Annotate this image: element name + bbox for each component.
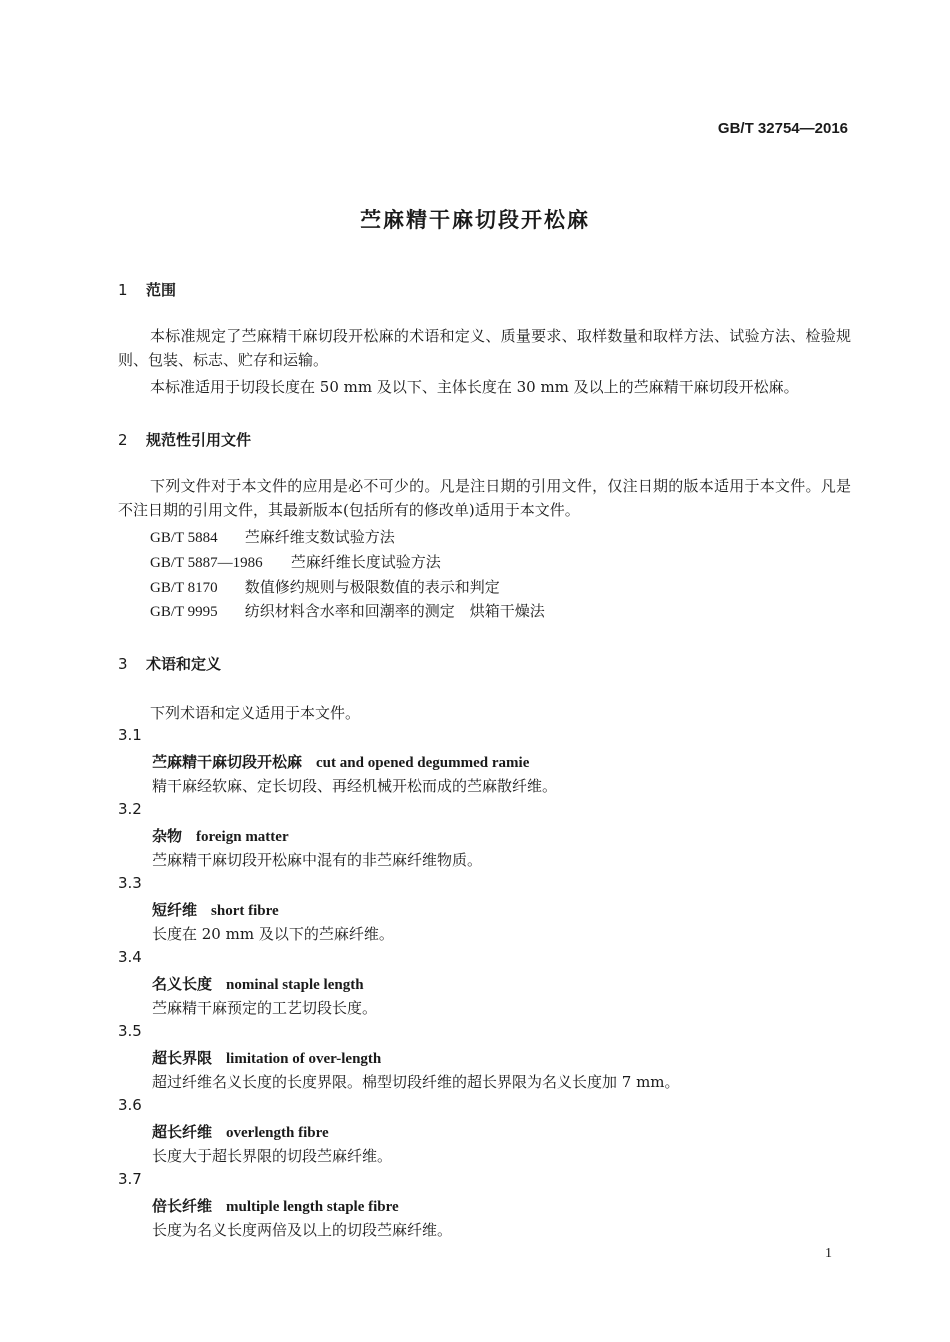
term-definition: 精干麻经软麻、定长切段、再经机械开松而成的苎麻散纤维。 bbox=[152, 777, 558, 795]
ref-item bbox=[150, 551, 441, 572]
scope-paragraph-1: 本标准规定了苎麻精干麻切段开松麻的术语和定义、质量要求、取样数量和取样方法、试验方法、检验规则、包装、标志、贮存和运输。 bbox=[118, 327, 851, 369]
ref-code: GB/T 5887—1986 bbox=[150, 555, 263, 571]
term-en: multiple length staple fibre bbox=[226, 1199, 399, 1215]
term-zh: 苎麻精干麻切段开松麻 bbox=[152, 753, 303, 771]
term-zh: 名义长度 bbox=[152, 975, 213, 993]
terms-intro: 下列术语和定义适用于本文件。 bbox=[150, 704, 361, 722]
section-title: 范围 bbox=[146, 281, 177, 299]
term-zh: 超长纤维 bbox=[152, 1123, 213, 1141]
term-zh: 倍长纤维 bbox=[152, 1197, 213, 1215]
term-definition: 苎麻精干麻预定的工艺切段长度。 bbox=[152, 999, 378, 1017]
section-heading-refs bbox=[118, 429, 251, 450]
ref-title: 纺织材料含水率和回潮率的测定 烘箱干燥法 bbox=[244, 602, 545, 620]
ref-title: 苎麻纤维长度试验方法 bbox=[290, 553, 441, 571]
section-number: 1 bbox=[118, 281, 128, 299]
ref-item bbox=[150, 526, 395, 547]
section-number: 3 bbox=[118, 655, 128, 673]
section-title: 规范性引用文件 bbox=[146, 431, 252, 449]
section-title: 术语和定义 bbox=[146, 655, 222, 673]
term-number: 3.4 bbox=[118, 948, 142, 966]
term-number: 3.7 bbox=[118, 1170, 142, 1188]
term-en: overlength fibre bbox=[226, 1125, 329, 1141]
term-en: foreign matter bbox=[196, 829, 289, 845]
term-zh: 杂物 bbox=[152, 827, 183, 845]
section-heading-scope bbox=[118, 279, 176, 300]
ref-code: GB/T 9995 bbox=[150, 604, 218, 620]
page-number: 1 bbox=[825, 1246, 832, 1261]
term-en: nominal staple length bbox=[226, 977, 364, 993]
section-number: 2 bbox=[118, 431, 128, 449]
ref-title: 数值修约规则与极限数值的表示和判定 bbox=[244, 578, 500, 596]
scope-paragraph-2: 本标准适用于切段长度在 50 mm 及以下、主体长度在 30 mm 及以上的苎麻精干麻切段开松麻。 bbox=[150, 378, 799, 396]
term-definition: 苎麻精干麻切段开松麻中混有的非苎麻纤维物质。 bbox=[152, 851, 483, 869]
term-zh: 超长界限 bbox=[152, 1049, 213, 1067]
term-heading bbox=[152, 1121, 329, 1142]
term-number: 3.2 bbox=[118, 800, 142, 818]
refs-intro: 下列文件对于本文件的应用是必不可少的。凡是注日期的引用文件，仅注日期的版本适用于本文件。凡是不注日期的引用文件，其最新版本(包括所有的修改单)适用于本文件。 bbox=[118, 477, 851, 519]
term-number: 3.3 bbox=[118, 874, 142, 892]
term-en: cut and opened degummed ramie bbox=[316, 755, 530, 771]
term-heading bbox=[152, 973, 364, 994]
term-zh: 短纤维 bbox=[152, 901, 198, 919]
term-definition: 长度大于超长界限的切段苎麻纤维。 bbox=[152, 1147, 393, 1165]
term-heading bbox=[152, 751, 529, 772]
ref-item bbox=[150, 576, 500, 597]
document-title: 苎麻精干麻切段开松麻 bbox=[360, 208, 590, 232]
term-definition: 超过纤维名义长度的长度界限。棉型切段纤维的超长界限为名义长度加 7 mm。 bbox=[152, 1073, 680, 1091]
term-en: limitation of over-length bbox=[226, 1051, 382, 1067]
term-definition: 长度在 20 mm 及以下的苎麻纤维。 bbox=[152, 925, 394, 943]
ref-title: 苎麻纤维支数试验方法 bbox=[244, 528, 395, 546]
term-heading bbox=[152, 1047, 381, 1068]
term-heading bbox=[152, 899, 279, 920]
ref-code: GB/T 5884 bbox=[150, 530, 218, 546]
ref-item bbox=[150, 600, 545, 621]
term-en: short fibre bbox=[211, 903, 279, 919]
term-number: 3.1 bbox=[118, 726, 142, 744]
term-definition: 长度为名义长度两倍及以上的切段苎麻纤维。 bbox=[152, 1221, 453, 1239]
term-number: 3.6 bbox=[118, 1096, 142, 1114]
term-heading bbox=[152, 1195, 399, 1216]
ref-code: GB/T 8170 bbox=[150, 580, 218, 596]
term-number: 3.5 bbox=[118, 1022, 142, 1040]
section-heading-terms bbox=[118, 653, 221, 674]
standard-number: GB/T 32754—2016 bbox=[717, 120, 848, 137]
term-heading bbox=[152, 825, 289, 846]
